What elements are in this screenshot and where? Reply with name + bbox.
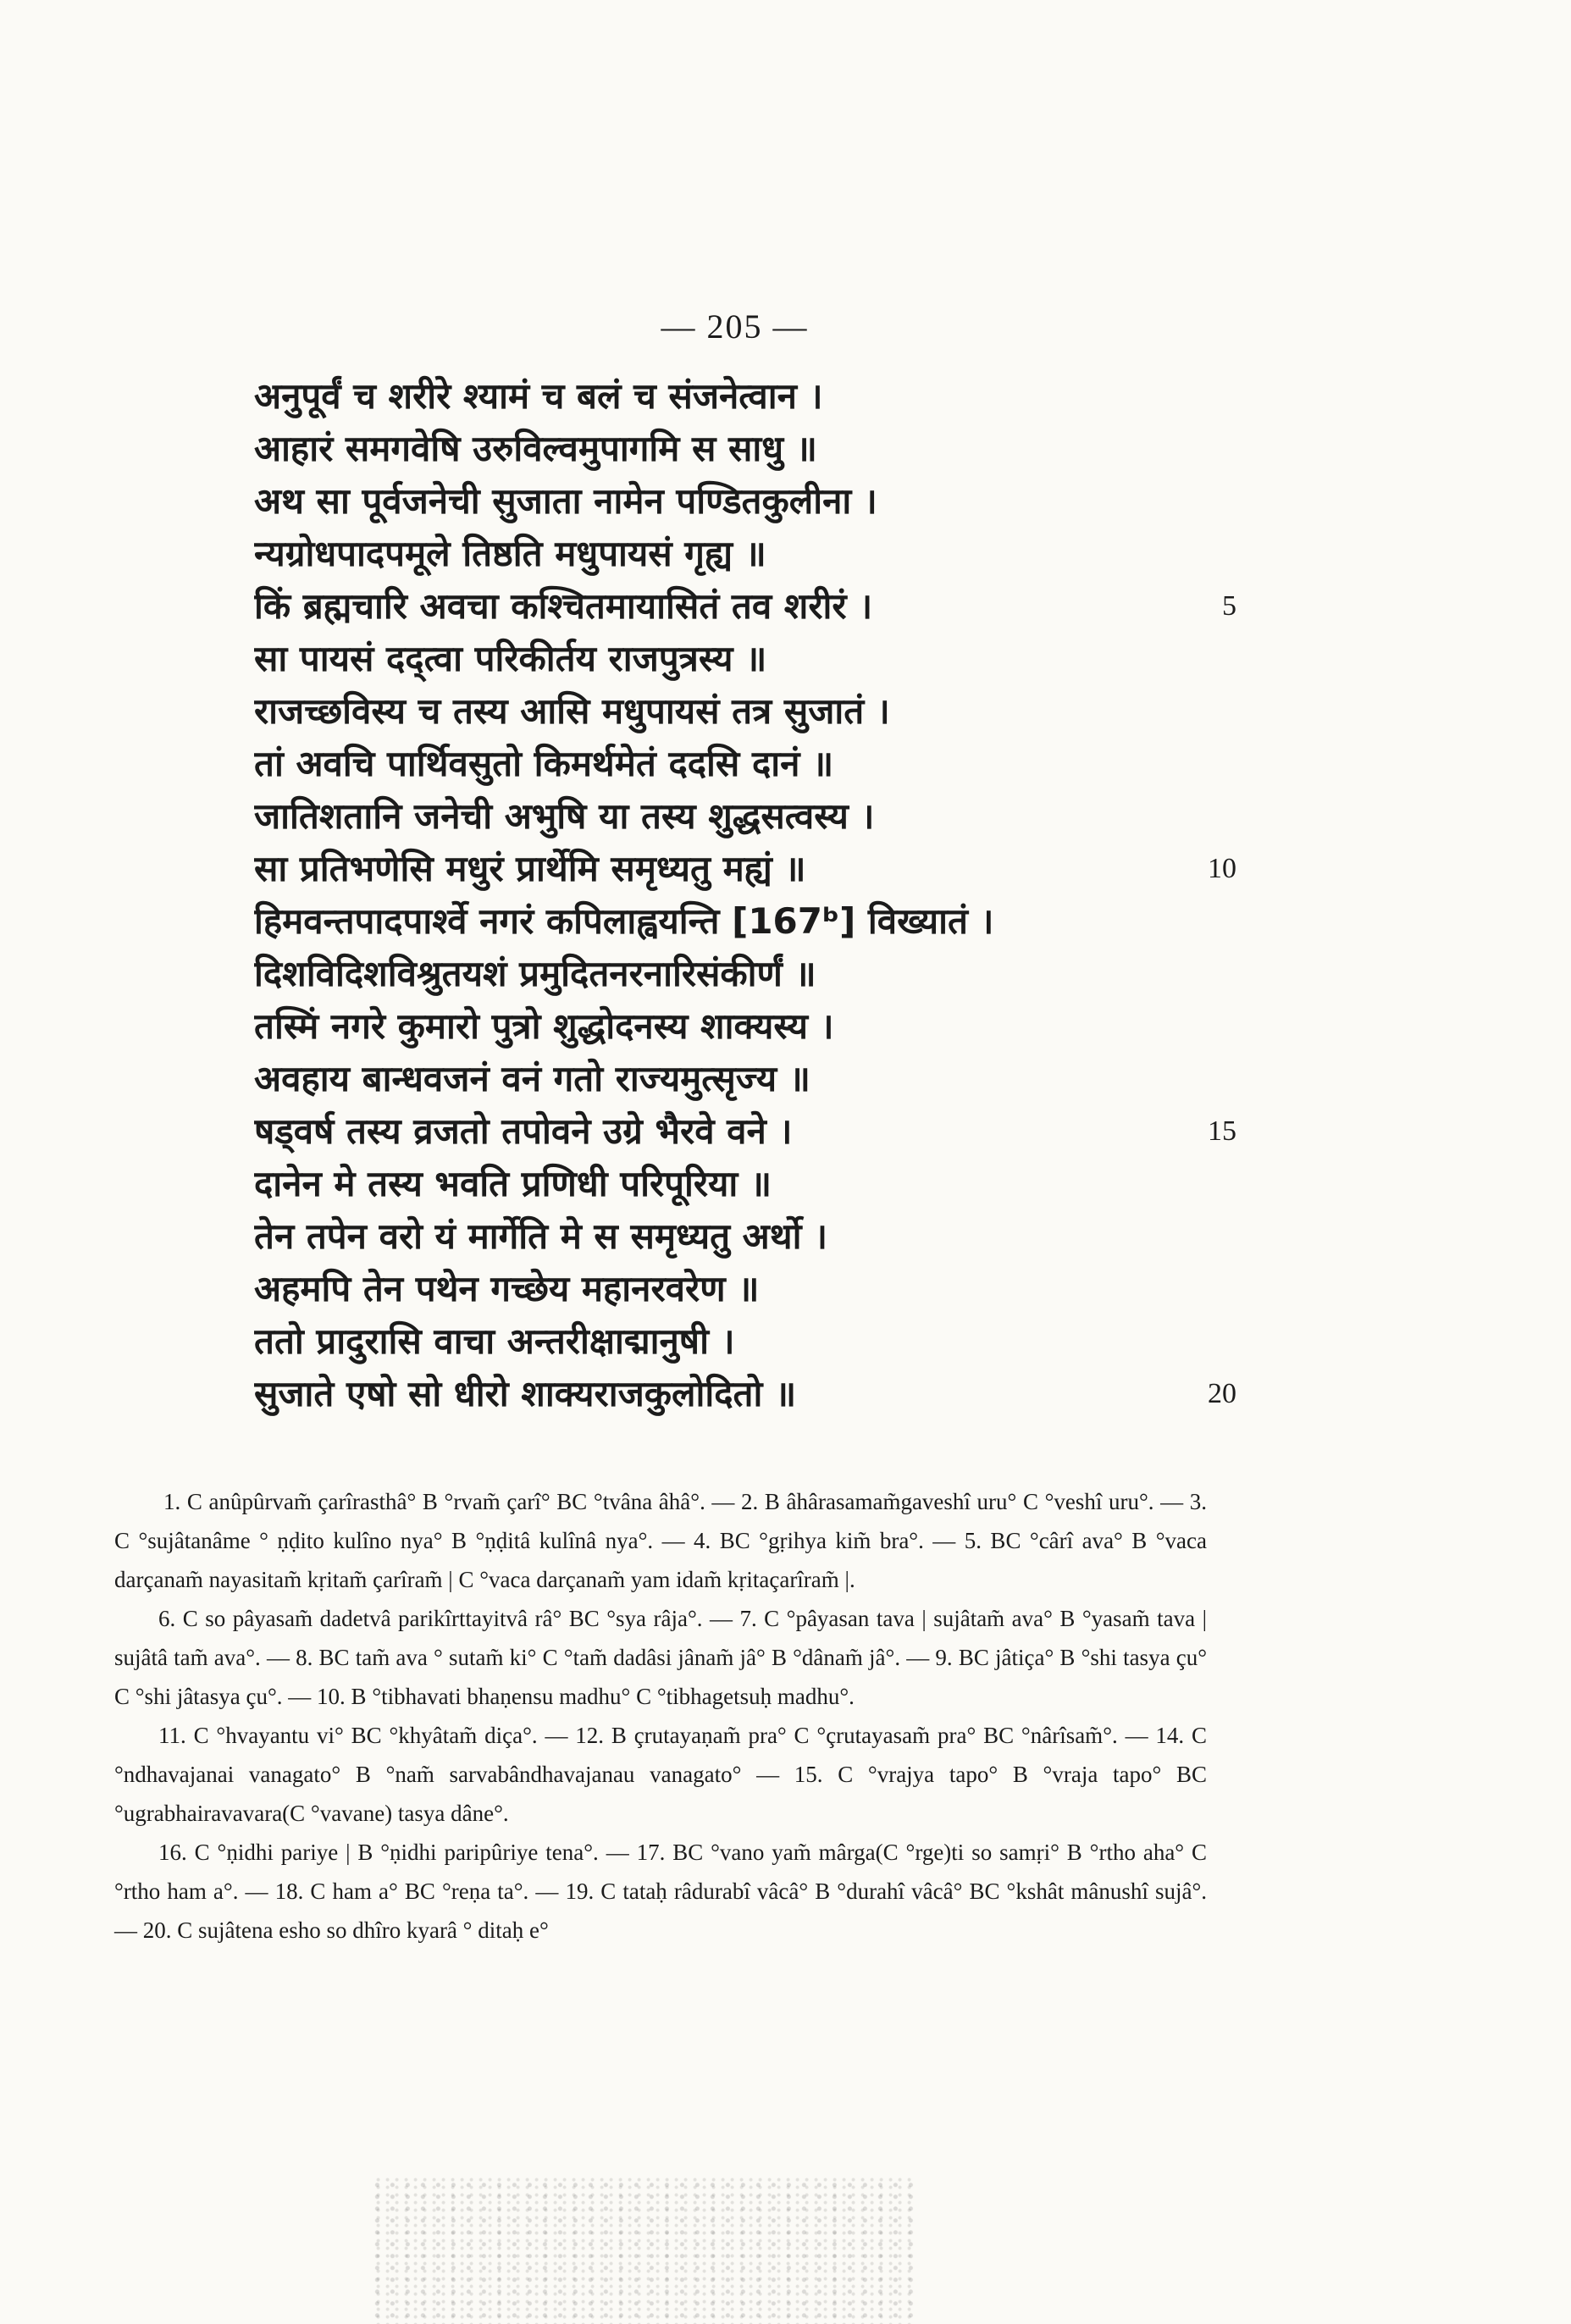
footnote-paragraph: 11. C °hvayantu vi° BC °khyâtam̃ diça°. — 12. B çrutayaṇam̃ pra° C °çrutayasam̃ pra° BC °nârîsam̃°. — 14. C °ndhavajanai vanagato° B °nam̃ sarvabândhavajanau vanagato° — 15. C °vrajya tapo° B °vraja tapo° BC °ugrabhairavavara(C °vavane) tasya dâne°. (114, 1723, 1207, 1826)
verse-line: आहारं समगवेषि उरुविल्वमुपागमि स साधु ॥ (254, 428, 817, 469)
verse-line: अवहाय बान्धवजनं वनं गतो राज्यमुत्सृज्य ॥ (254, 1058, 810, 1099)
line-number: 15 (1208, 1115, 1236, 1147)
footnote-paragraph: 1. C anûpûrvam̃ çarîrasthâ° B °rvam̃ çarî° BC °tvâna âhâ°. — 2. B âhârasamam̃gaveshî uru° C °veshî uru°. — 3. C °sujâtanâme ° ṇḍito kulîno nya° B °ṇḍitâ kulînâ nya°. — 4. BC °gṛihya kim̃ bra°. — 5. BC °cârî ava° B °vaca darçanam̃ nayasitam̃ kṛitam̃ çarîram̃ | C °vaca darçanam̃ yam idam̃ kṛitaçarîram̃ |. (114, 1489, 1207, 1592)
verse-line: तस्मिं नगरे कुमारो पुत्रो शुद्धोदनस्य शाक्यस्य । (254, 1005, 834, 1047)
footnotes (114, 1482, 1207, 1950)
footnote-paragraph: 6. C so pâyasam̃ dadetvâ parikîrttayitvâ râ° BC °sya râja°. — 7. C °pâyasan tava | sujâtam̃ ava° B °yasam̃ tava | sujâtâ tam̃ ava°. — 8. BC tam̃ ava ° sutam̃ ki° C °tam̃ dadâsi jânam̃ jâ° B °dânam̃ jâ°. — 9. BC jâtiça° B °shi tasya çu° C °shi jâtasya çu°. — 10. B °tibhavati bhaṇensu madhu° C °tibhagetsuḥ madhu°. (114, 1606, 1207, 1709)
verse-line: तेन तपेन वरो यं मार्गेति मे स समृध्यतु अर्थो । (254, 1215, 828, 1257)
verse-line: सा पायसं दद्त्वा परिकीर्तय राजपुत्रस्य ॥ (254, 638, 767, 679)
footnote-paragraph: 16. C °ṇidhi pariye | B °ṇidhi paripûriye tena°. — 17. BC °vano yam̃ mârga(C °rge)ti so samṛi° B °rtho aha° C °rtho ham a°. — 18. C ham a° BC °reṇa ta°. — 19. C tataḥ râdurabî vâcâ° B °durahî vâcâ° BC °kshât mânushî sujâ°. — 20. C sujâtena esho so dhîro kyarâ ° ditaḥ e° (114, 1840, 1207, 1943)
line-number: 20 (1208, 1378, 1236, 1409)
verse-line: सा प्रतिभणेसि मधुरं प्रार्थेमि समृध्यतु मह्यं ॥ (254, 848, 806, 889)
verse-line: अनुपूर्वं च शरीरे श्यामं च बलं च संजनेत्वान । (254, 375, 823, 417)
verse-line: किं ब्रह्मचारि अवचा कश्चितमायासितं तव शरीरं । (254, 585, 873, 627)
verse-line: हिमवन्तपादपार्श्वे नगरं कपिलाह्वयन्ति [167ᵇ] विख्यातं । (254, 900, 994, 942)
verse-line: अहमपि तेन पथेन गच्छेय महानरवरेण ॥ (254, 1268, 760, 1309)
verse-line: न्यग्रोधपादपमूले तिष्ठति मधुपायसं गृह्य ॥ (254, 533, 766, 574)
verse-line: ततो प्रादुरासि वाचा अन्तरीक्षाद्मानुषी । (254, 1320, 735, 1362)
page-number: — 205 — (661, 307, 809, 346)
verse-line: दानेन मे तस्य भवति प्रणिधी परिपूरिया ॥ (254, 1163, 772, 1204)
verse-line: तां अवचि पार्थिवसुतो किमर्थमेतं ददसि दानं ॥ (254, 743, 834, 784)
line-number: 5 (1222, 590, 1236, 622)
verse-line: दिशविदिशविश्रुतयशं प्रमुदितनरनारिसंकीर्णं ॥ (254, 953, 816, 994)
footnote-separator (102, 1455, 1253, 1456)
verse-block (254, 373, 1270, 1457)
verse-line: जातिशतानि जनेची अभुषि या तस्य शुद्धसत्वस्य । (254, 795, 875, 837)
verse-line: सुजाते एषो सो धीरो शाक्यराजकुलोदितो ॥ (254, 1373, 797, 1414)
verse-line: राजच्छविस्य च तस्य आसि मधुपायसं तत्र सुजातं । (254, 690, 890, 732)
line-number: 10 (1208, 853, 1236, 884)
verse-line: अथ सा पूर्वजनेची सुजाता नामेन पण्डितकुलीना । (254, 480, 877, 522)
scan-noise (373, 2177, 915, 2324)
verse-line: षड्वर्ष तस्य व्रजतो तपोवने उग्रे भैरवे वने । (254, 1110, 793, 1152)
